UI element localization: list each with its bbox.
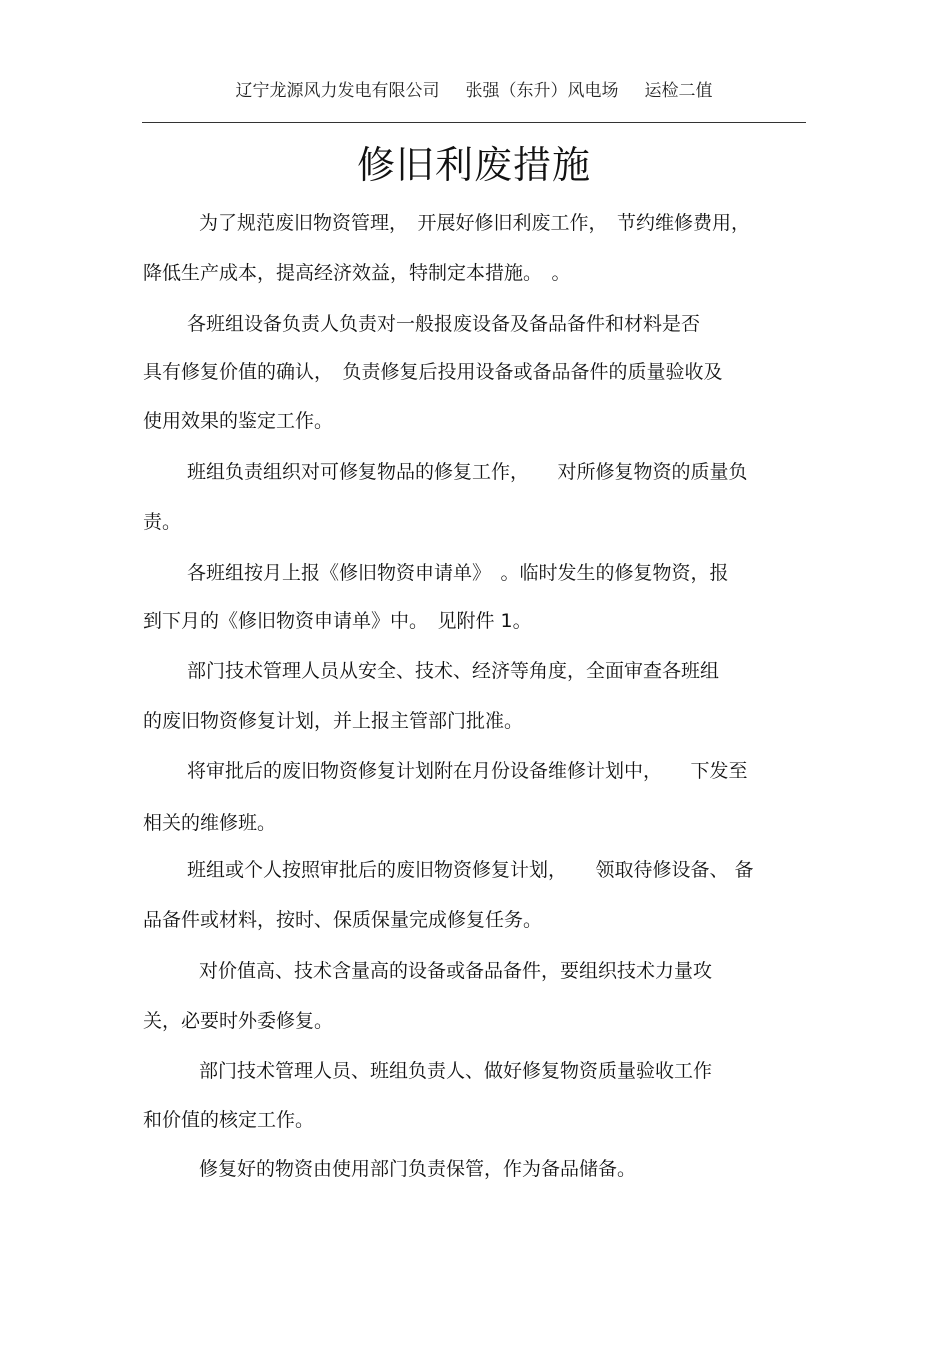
paragraph-line: 和价值的核定工作。 bbox=[143, 1109, 315, 1131]
paragraph-line: 相关的维修班。 bbox=[143, 812, 277, 834]
paragraph-line: 班组或个人按照审批后的废旧物资修复计划， 领取待修设备、 备 bbox=[187, 859, 754, 881]
paragraph-line: 部门技术管理人员从安全、技术、经济等角度，全面审查各班组 bbox=[187, 660, 720, 682]
paragraph-line: 品备件或材料，按时、保质保量完成修复任务。 bbox=[143, 909, 543, 931]
paragraph-line: 对价值高、技术含量高的设备或备品备件，要组织技术力量攻 bbox=[199, 960, 713, 982]
paragraph-line: 使用效果的鉴定工作。 bbox=[143, 410, 334, 432]
paragraph-line: 修复好的物资由使用部门负责保管，作为备品储备。 bbox=[199, 1158, 637, 1180]
header-divider bbox=[142, 122, 806, 123]
paragraph-line: 到下月的《修旧物资申请单》中。 见附件 1。 bbox=[143, 610, 532, 632]
paragraph-line: 责。 bbox=[143, 511, 182, 533]
document-title: 修旧利废措施 bbox=[356, 143, 591, 187]
paragraph-line: 的废旧物资修复计划，并上报主管部门批准。 bbox=[143, 710, 524, 732]
header-company: 辽宁龙源风力发电有限公司 bbox=[235, 81, 440, 101]
paragraph-line: 为了规范废旧物资管理， 开展好修旧利废工作， 节约维修费用， bbox=[199, 212, 751, 234]
paragraph-line: 部门技术管理人员、班组负责人、做好修复物资质量验收工作 bbox=[199, 1060, 713, 1082]
header-dept: 运检二值 bbox=[644, 81, 713, 101]
paragraph-line: 具有修复价值的确认， 负责修复后投用设备或备品备件的质量验收及 bbox=[143, 361, 723, 383]
paragraph-line: 将审批后的废旧物资修复计划附在月份设备维修计划中， 下发至 bbox=[187, 760, 748, 782]
paragraph-line: 各班组按月上报《修旧物资申请单》 。临时发生的修复物资，报 bbox=[187, 562, 729, 584]
header-site: 张强（东升）风电场 bbox=[465, 81, 619, 101]
paragraph-line: 各班组设备负责人负责对一般报废设备及备品备件和材料是否 bbox=[187, 313, 701, 335]
paragraph-line: 班组负责组织对可修复物品的修复工作， 对所修复物资的质量负 bbox=[187, 461, 748, 483]
paragraph-line: 降低生产成本，提高经济效益，特制定本措施。 。 bbox=[143, 262, 571, 284]
page-header bbox=[142, 76, 806, 101]
paragraph-line: 关，必要时外委修复。 bbox=[143, 1010, 334, 1032]
